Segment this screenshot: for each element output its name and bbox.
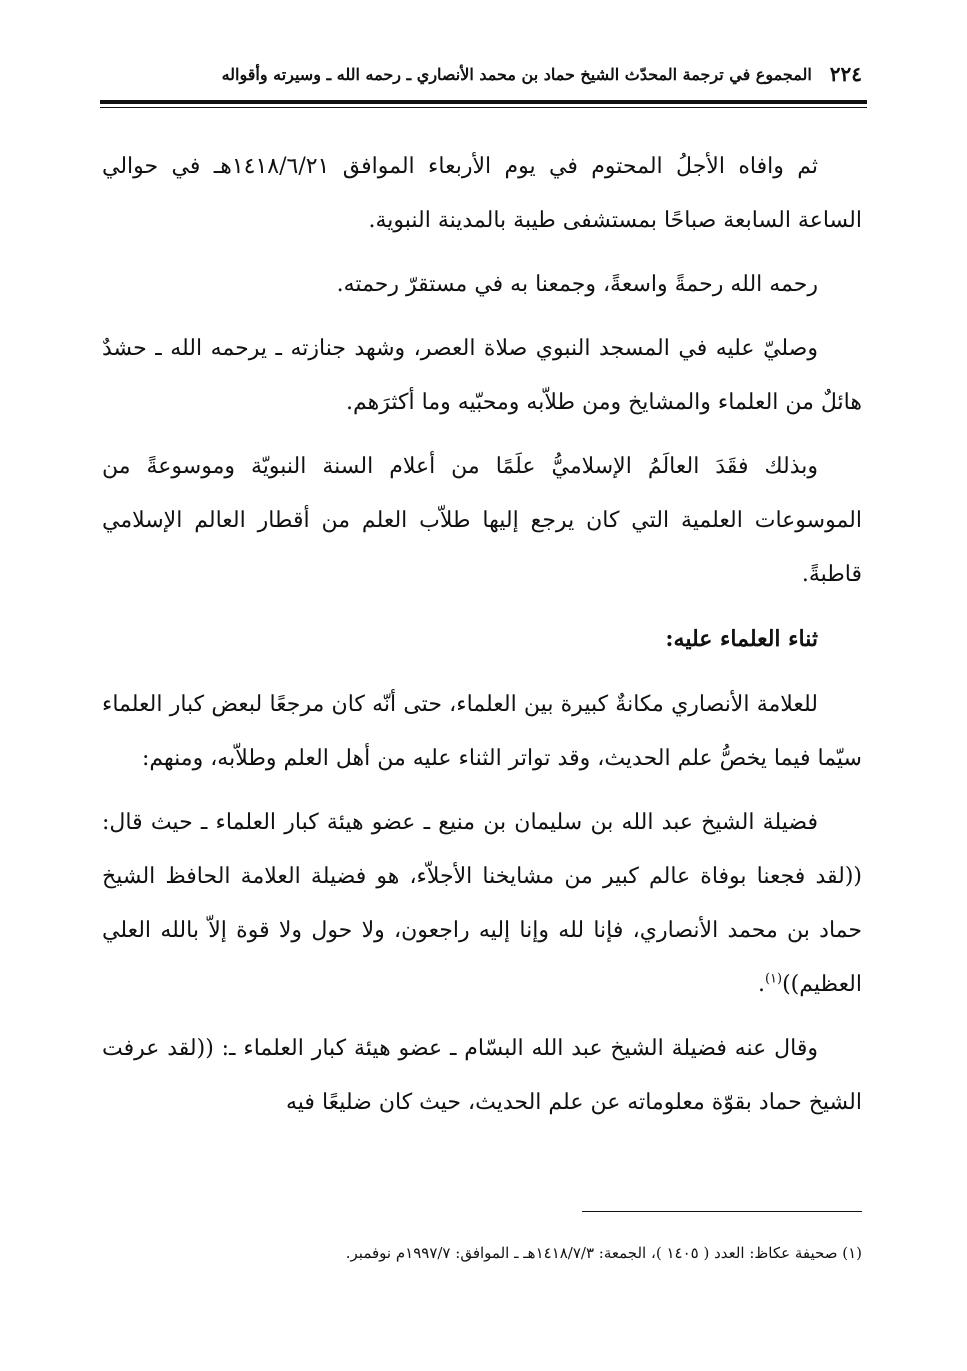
footnote: (١) صحيفة عكاظ: العدد ( ١٤٠٥ )، الجمعة: ١٤١٨/٧/٣هـ ـ الموافق: ١٩٩٧/٧م نوفمبر.: [345, 1244, 862, 1262]
quote-ibn-manee-text: فضيلة الشيخ عبد الله بن سليمان بن منيع ـ عضو هيئة كبار العلماء ـ حيث قال: ((لقد فجعنا بوفاة عالم كبير من مشايخنا الأجلاّء، هو فضيلة العلامة الحافظ الشيخ حماد بن محمد الأنصاري، فإنا لله وإنا إليه راجعون، ولا حول ولا قوة إلاّ بالله العلي العظيم)): [102, 810, 862, 997]
paragraph-standing: للعلامة الأنصاري مكانةٌ كبيرة بين العلماء، حتى أنّه كان مرجعًا لبعض كبار العلماء سيّما فيما يخصُّ علم الحديث، وقد تواتر الثناء عليه من أهل العلم وطلاّبه، ومنهم:: [102, 692, 862, 771]
paragraph-quote-bassam: وقال عنه فضيلة الشيخ عبد الله البسّام ـ عضو هيئة كبار العلماء ـ: ((لقد عرفت الشيخ حماد بقوّة معلوماته عن علم الحديث، حيث كان ضليعًا فيه: [102, 1036, 862, 1115]
footnote-reference: (١): [764, 971, 783, 987]
paragraph-death: ثم وافاه الأجلُ المحتوم في يوم الأربعاء الموافق ١٤١٨/٦/٢١هـ في حوالي الساعة السابعة صباحًا بمستشفى طيبة بالمدينة النبوية.: [102, 154, 862, 233]
body-text: [102, 140, 862, 1140]
section-heading: ثناء العلماء عليه:: [665, 626, 818, 652]
header-title: المجموع في ترجمة المحدّث الشيخ حماد بن محمد الأنصاري ـ رحمه الله ـ وسيرته وأقواله: [221, 64, 812, 84]
running-header: [102, 58, 862, 90]
paragraph-quote-ibn-manee: [102, 796, 862, 1012]
paragraph-loss: وبذلك فقَدَ العالَمُ الإسلاميُّ علَمًا من أعلام السنة النبويّة وموسوعةً من الموسوعات العلمية التي كان يرجع إليها طلاّب العلم من أقطار العالم الإسلامي قاطبةً.: [102, 454, 862, 587]
page-number: ٢٢٤: [829, 62, 862, 86]
footnote-separator: [582, 1211, 862, 1212]
closing-mark: .: [757, 972, 765, 997]
paragraph-prayer-mercy: رحمه الله رحمةً واسعةً، وجمعنا به في مستقرّ رحمته.: [336, 272, 818, 297]
header-rule-thick: [100, 100, 867, 104]
paragraph-funeral: وصليّ عليه في المسجد النبوي صلاة العصر، وشهد جنازته ـ يرحمه الله ـ حشدٌ هائلٌ من العلماء والمشايخ ومن طلاّبه ومحبّيه وما أكثرَهم.: [102, 336, 862, 415]
header-rule-thin: [100, 107, 867, 108]
